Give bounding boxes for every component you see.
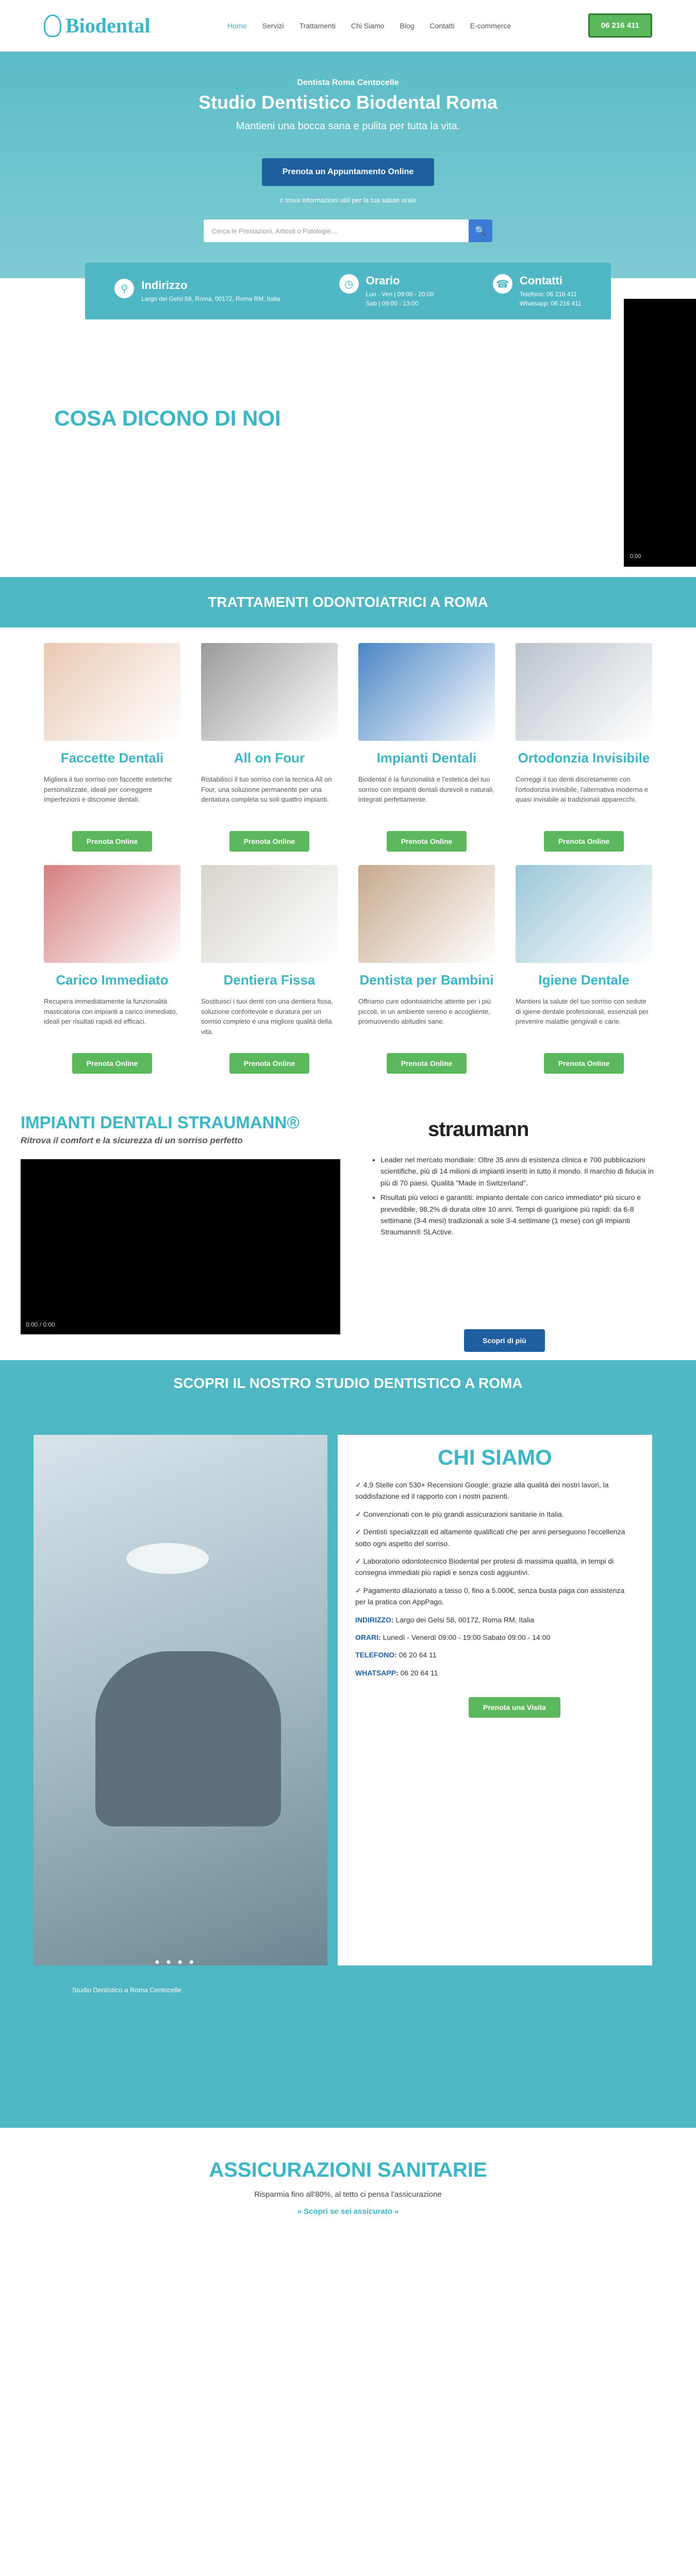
nav-blog[interactable]: Blog bbox=[400, 21, 415, 30]
chi-siamo-title: CHI SIAMO bbox=[438, 1445, 552, 1469]
studio-band: SCOPRI IL NOSTRO STUDIO DENTISTICO A ROMA bbox=[173, 1375, 523, 1391]
treatment-title[interactable]: Igiene Dentale bbox=[538, 972, 629, 988]
reviews-video[interactable] bbox=[624, 299, 696, 567]
treatment-image[interactable] bbox=[516, 643, 652, 741]
nav-trattamenti[interactable]: Trattamenti bbox=[299, 21, 336, 30]
hero-kicker: Dentista Roma Centocelle bbox=[297, 78, 399, 87]
straumann-points bbox=[371, 1154, 665, 1241]
carousel-dots[interactable]: ● ● ● ● bbox=[155, 1958, 196, 1967]
hero-tagline: Mantieni una bocca sana e pulita per tutta la vita. bbox=[236, 121, 460, 132]
nav-chi-siamo[interactable]: Chi Siamo bbox=[351, 21, 385, 30]
studio-caption: Studio Dentistico a Roma Centocelle bbox=[72, 1986, 181, 1994]
treatment-image[interactable] bbox=[44, 643, 180, 741]
treatment-card bbox=[516, 643, 652, 852]
info-address bbox=[114, 279, 280, 303]
studio-section bbox=[0, 1360, 696, 2128]
nav-contatti[interactable]: Contatti bbox=[429, 21, 455, 30]
contact-phone[interactable]: Telefono: 06 216 411 bbox=[519, 291, 577, 298]
treatment-desc: Mantieni la salute del tuo sorriso con sedute di igiene dentale professionali, essenziali per prevenire malattie gengivali e carie. bbox=[516, 997, 649, 1025]
insurance-title: ASSICURAZIONI SANITARIE bbox=[209, 2159, 487, 2181]
studio-hours: Lunedì - Venerdì 09:00 - 19:00 Sabato 09:00 - 14:00 bbox=[383, 1633, 551, 1641]
treatment-card bbox=[201, 643, 338, 852]
logo-text: Biodental bbox=[65, 14, 151, 37]
address-title: Indirizzo bbox=[141, 279, 188, 292]
search-icon[interactable]: 🔍 bbox=[469, 219, 492, 242]
insurance-link[interactable]: » Scopri se sei assicurato « bbox=[297, 2207, 399, 2216]
treatment-image[interactable] bbox=[516, 865, 652, 963]
studio-phone[interactable]: 06 20 64 11 bbox=[399, 1651, 437, 1659]
treatment-image[interactable] bbox=[358, 865, 495, 963]
video-time: 0:00 bbox=[630, 553, 641, 560]
nav-home[interactable]: Home bbox=[227, 21, 247, 30]
chi-point: ✓ Pagamento dilazionato a tasso 0, fino a 5.000€, senza busta paga con assistenza per la pratica con AppPago. bbox=[355, 1586, 625, 1606]
reviews-section bbox=[0, 350, 696, 577]
treatment-title[interactable]: Dentista per Bambini bbox=[359, 972, 494, 988]
phone-icon: ☎ bbox=[493, 274, 512, 294]
treatment-image[interactable] bbox=[201, 643, 338, 741]
info-hours bbox=[339, 274, 434, 308]
treatment-card bbox=[358, 865, 495, 1074]
straumann-title: IMPIANTI DENTALI STRAUMANN® bbox=[21, 1113, 300, 1132]
straumann-point: • Risultati più veloci e garantiti: impianto dentale con carico immediato* più sicuro e prevedibile, 98,2% di durata oltre 10 anni. Tempi di guarigione più rapidi: da 6-8 settimane (3-4 mesi) tradizionali a sole 3-4 settimane (1 mese) con gli impianti Straumann® SLActive. bbox=[380, 1192, 665, 1238]
chi-point: ✓ Dentisti specializzati ed altamente qualificati che per anni perseguono l'eccellenza sotto ogni aspetto del sorriso. bbox=[355, 1528, 625, 1548]
treatment-image[interactable] bbox=[358, 643, 495, 741]
treatment-desc: Biodental è la funzionalità e l'estetica del tuo sorriso con impianti dentali durevoli e naturali, integrati perfettamente. bbox=[358, 775, 494, 803]
book-visit-button[interactable]: Prenota una Visita bbox=[469, 1697, 560, 1718]
book-online-button[interactable]: Prenota Online bbox=[229, 1053, 310, 1074]
hours-title: Orario bbox=[366, 274, 400, 287]
hours-line-2: Sab | 09:00 - 13:00 bbox=[366, 300, 419, 307]
straumann-section bbox=[0, 1097, 696, 1360]
hours-label: ORARI: bbox=[355, 1633, 381, 1641]
treatment-desc: Offriamo cure odontoiatriche attente per i più piccoli, in un ambiente sereno e accogliente, promuovendo abitudini sane. bbox=[358, 997, 491, 1025]
hero-note: o trova informazioni utili per la tua salute orale bbox=[279, 196, 417, 204]
treatments-band: TRATTAMENTI ODONTOIATRICI A ROMA bbox=[0, 577, 696, 628]
treatment-card bbox=[44, 865, 180, 1074]
treatment-title[interactable]: All on Four bbox=[234, 750, 305, 766]
info-bar bbox=[85, 263, 611, 319]
address-label: INDIRIZZO: bbox=[355, 1615, 394, 1624]
book-online-button[interactable]: Prenota Online bbox=[229, 831, 310, 852]
studio-address: Largo dei Gelsi 58, 00172, Roma RM, Italia bbox=[395, 1615, 535, 1624]
address-text: Largo dei Gelsi 58, Roma, 00172, Roma RM, Italia bbox=[141, 295, 280, 302]
treatments-grid bbox=[0, 643, 696, 1087]
hero-section bbox=[0, 52, 696, 278]
straumann-point: • Leader nel mercato mondiale: Oltre 35 anni di esistenza clinica e 700 pubblicazioni scientifiche, più di 14 milioni di impianti inseriti in tutto il mondo. Il marchio di fiducia in più di 70 paesi. Qualità "Made in Switzerland". bbox=[380, 1154, 665, 1189]
insurance-text: Risparmia fino all'80%, al tetto ci pensa l'assicurazione bbox=[254, 2190, 442, 2199]
hero-title: Studio Dentistico Biodental Roma bbox=[198, 92, 498, 113]
treatment-desc: Migliora il tuo sorriso con faccette estetiche personalizzate, ideali per correggere imperfezioni e discromie dentali. bbox=[44, 775, 172, 803]
treatment-card bbox=[358, 643, 495, 852]
straumann-logo: straumann bbox=[428, 1118, 529, 1141]
clock-icon: ◷ bbox=[339, 274, 359, 294]
treatment-image[interactable] bbox=[201, 865, 338, 963]
tooth-logo-icon bbox=[44, 14, 61, 37]
treatment-desc: Ristabilisci il tuo sorriso con la tecnica All on Four, una soluzione permanente per una dentatura completa su soli quattro impianti. bbox=[201, 775, 332, 803]
site-header bbox=[0, 0, 696, 52]
chi-point: ✓ 4,9 Stelle con 530+ Recensioni Google: grazie alla qualità dei nostri lavori, la soddisfazione ed il rapporto con i nostri pazienti. bbox=[355, 1481, 609, 1501]
dental-lamp-shape bbox=[126, 1543, 209, 1574]
treatment-title[interactable]: Faccette Dentali bbox=[60, 750, 164, 766]
treatment-desc: Recupera immediatamente la funzionalità masticatoria con impianti a carico immediato, ideali per risultati rapidi ed efficaci. bbox=[44, 997, 178, 1025]
search-input[interactable] bbox=[204, 219, 492, 242]
phone-button[interactable]: 06 216 411 bbox=[588, 13, 652, 38]
contacts-title: Contatti bbox=[519, 274, 562, 287]
book-online-button[interactable]: Prenota Online bbox=[544, 831, 624, 852]
contact-whatsapp[interactable]: Whatsapp: 06 216 411 bbox=[519, 300, 582, 307]
treatment-image[interactable] bbox=[44, 865, 180, 963]
book-online-button[interactable]: Prenota Online bbox=[387, 1053, 467, 1074]
main-nav bbox=[227, 22, 511, 30]
treatment-card bbox=[201, 865, 338, 1074]
treatment-desc: Sostituisci i tuoi denti con una dentiera fissa, soluzione confortevole e duratura per un sorriso completo e una migliore qualità della vita. bbox=[201, 997, 333, 1036]
chi-point: ✓ Laboratorio odontotecnico Biodental per protesi di massima qualità, in tempi di consegna immediati più rapidi e senza costi aggiuntivi. bbox=[355, 1556, 614, 1577]
hours-line-1: Lun - Ven | 09:00 - 20:00 bbox=[366, 291, 434, 298]
straumann-subtitle: Ritrova il comfort e la sicurezza di un sorriso perfetto bbox=[21, 1136, 243, 1145]
dental-chair-shape bbox=[95, 1651, 281, 1826]
book-online-button[interactable]: Prenota Online bbox=[387, 831, 467, 852]
insurance-section bbox=[0, 2128, 696, 2576]
whatsapp-label: WHATSAPP: bbox=[355, 1668, 399, 1677]
treatment-title[interactable]: Impianti Dentali bbox=[376, 750, 477, 766]
chi-siamo-panel bbox=[338, 1435, 652, 1965]
studio-photo[interactable] bbox=[34, 1435, 327, 1965]
straumann-video[interactable] bbox=[21, 1159, 340, 1334]
info-section bbox=[0, 274, 696, 350]
treatments-section bbox=[0, 628, 696, 1097]
nav-servizi[interactable]: Servizi bbox=[262, 21, 284, 30]
book-online-button[interactable]: Prenota un Appuntamento Online bbox=[262, 158, 435, 186]
site-logo[interactable] bbox=[44, 13, 150, 38]
info-contacts bbox=[493, 274, 582, 308]
book-online-button[interactable]: Prenota Online bbox=[544, 1053, 624, 1074]
treatment-desc: Correggi il tuo denti discretamente con l'ortodonzia invisibile, l'alternativa moderna e quasi invisibile ai tradizionali apparecchi. bbox=[516, 775, 649, 803]
studio-whatsapp[interactable]: 06 20 64 11 bbox=[400, 1668, 438, 1677]
treatment-title[interactable]: Carico Immediato bbox=[56, 972, 169, 988]
phone-label: TELEFONO: bbox=[355, 1651, 397, 1659]
book-online-button[interactable]: Prenota Online bbox=[72, 1053, 153, 1074]
search-placeholder: Cerca le Prestazioni, Articoli o Patologie… bbox=[212, 227, 338, 235]
treatment-card bbox=[516, 865, 652, 1074]
chi-point: ✓ Convenzionati con le più grandi assicurazioni sanitarie in Italia. bbox=[355, 1510, 564, 1518]
treatment-title[interactable]: Dentiera Fissa bbox=[223, 972, 316, 988]
treatment-card bbox=[44, 643, 180, 852]
reviews-title: COSA DICONO DI NOI bbox=[54, 406, 281, 430]
treatment-title[interactable]: Ortodonzia Invisibile bbox=[518, 750, 650, 766]
book-online-button[interactable]: Prenota Online bbox=[72, 831, 153, 852]
video-controls[interactable]: 0:00 / 0:00 bbox=[26, 1321, 55, 1328]
nav-ecommerce[interactable]: E-commerce bbox=[470, 21, 511, 30]
map-pin-icon: ⚲ bbox=[114, 279, 134, 298]
learn-more-button[interactable]: Scopri di più bbox=[464, 1329, 545, 1352]
